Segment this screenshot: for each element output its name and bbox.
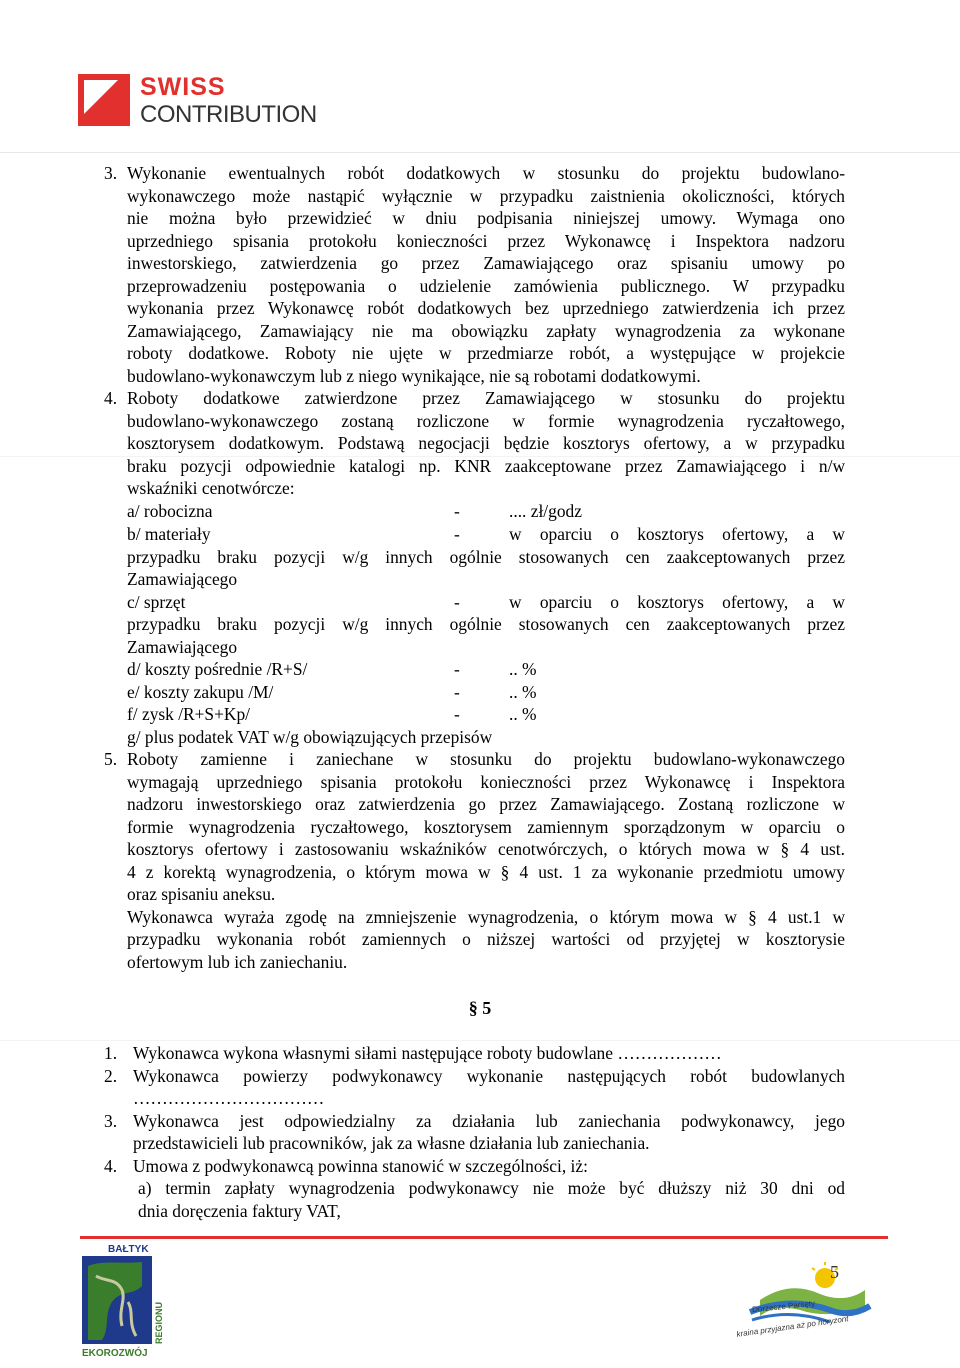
page-number: 5 [830, 1262, 839, 1282]
price-row-continuation: przypadku braku pozycji w/g innych ogólnie stosowanych cen zaakceptowanych przez [127, 614, 845, 634]
brand-top-text: SWISS [140, 73, 226, 101]
baltyk-map-icon [82, 1256, 152, 1344]
swiss-flag-logo-icon [78, 74, 130, 126]
price-value: .. % [509, 681, 537, 702]
price-row-continuation: przypadku braku pozycji w/g innych ogólnie stosowanych cen zaakceptowanych przez [127, 546, 845, 567]
list-number: 2. [104, 1065, 118, 1086]
price-row-continuation: Zamawiającego [127, 636, 238, 657]
item-3-line: nie można było przewidzieć w dniu podpisania niniejszej umowy. Wymaga ono [127, 208, 845, 228]
logo-bottom-text: EKOROZWÓJ [82, 1348, 148, 1359]
list-item-line: Wykonawca powierzy podwykonawcy wykonanie następujących robót budowlanych [133, 1065, 845, 1086]
item-3-line: Wykonanie ewentualnych robót dodatkowych w stosunku do projektu budowlano- [127, 163, 845, 183]
item-3-line: Zamawiającego, Zamawiający nie ma obowiązku zapłaty wynagrodzenia za wykonane [127, 320, 845, 341]
item-3-line: wykonania przez Wykonawcę robót dodatkowych bez uprzedniego zatwierdzenia ich przez [127, 298, 845, 318]
list-item-line: Umowa z podwykonawcą powinna stanowić w szczególności, iż: [133, 1155, 588, 1176]
logo-title-text: Dorzecze Parsęty [751, 1298, 816, 1315]
price-dash: - [454, 591, 460, 612]
item-5-line: formie wynagrodzenia ryczałtowego, kosztorysem zamiennym sporządzonym w oparciu o [127, 816, 845, 837]
item-4-line: kosztorysem dodatkowym. Podstawą negocjacji będzie kosztorys ofertowy, a w przypadku [127, 433, 845, 453]
item-5b-line: ofertowym lub ich zaniechaniu. [127, 951, 348, 972]
price-dash: - [454, 501, 460, 521]
logo-top-text: BAŁTYK [108, 1244, 149, 1255]
item-4-line: budowlano-wykonawczego zostaną rozliczone w formie wynagrodzenia ryczałtowego, [127, 410, 845, 431]
item-4-line: wskaźniki cenotwórcze: [127, 478, 295, 498]
price-dash: - [454, 681, 460, 702]
item-number: 5. [104, 749, 118, 769]
header-divider [0, 152, 960, 153]
item-4-line: braku pozycji odpowiednie katalogi np. KNR zaakceptowane przez Zamawiającego i n/w [127, 455, 845, 476]
item-number: 4. [104, 388, 118, 408]
price-row-vat: g/ plus podatek VAT w/g obowiązujących przepisów [127, 726, 493, 747]
price-label: f/ zysk /R+S+Kp/ [127, 704, 250, 724]
price-dash: - [454, 659, 460, 679]
price-label: c/ sprzęt [127, 591, 186, 612]
price-value: w oparciu o kosztorys ofertowy, a w [509, 591, 845, 612]
list-item-line: przedstawicieli lub pracowników, jak za własne działania lub zaniechania. [133, 1133, 650, 1153]
sub-item-line: a) termin zapłaty wynagrodzenia podwykonawcy nie może być dłuższy niż 30 dni od [138, 1178, 845, 1198]
item-3-line: budowlano-wykonawczym lub z niego wynikające, nie są robotami dodatkowymi. [127, 365, 701, 386]
list-item-line: …………………………… [133, 1088, 325, 1108]
price-label: b/ materiały [127, 524, 211, 544]
price-row-continuation: Zamawiającego [127, 569, 238, 589]
list-number: 3. [104, 1110, 118, 1131]
swiss-contribution-logo [78, 74, 378, 130]
price-label: a/ robocizna [127, 501, 213, 521]
item-3-line: uprzedniego spisania protokołu konieczności przez Wykonawcę i Inspektora nadzoru [127, 230, 845, 251]
price-value: .... zł/godz [509, 501, 582, 521]
list-item-line: Wykonawca jest odpowiedzialny za działania lub zaniechania podwykonawcy, jego [133, 1110, 845, 1131]
logo-slogan-text: kraina przyjazna aż po horyzont [735, 1314, 850, 1339]
footer-divider [80, 1236, 888, 1239]
price-value: w oparciu o kosztorys ofertowy, a w [509, 524, 845, 544]
dorzecze-parsety-logo [730, 1260, 880, 1340]
list-number: 1. [104, 1043, 118, 1063]
list-item-line: Wykonawca wykona własnymi siłami następujące roboty budowlane ……………… [133, 1043, 722, 1063]
item-4-line: Roboty dodatkowe zatwierdzone przez Zamawiającego w stosunku do projektu [127, 388, 845, 408]
item-3-line: inwestorskiego, zatwierdzenia go przez Zamawiającego oraz spisaniu umowy po [127, 253, 845, 273]
logo-side-text: REGIONU [154, 1301, 164, 1344]
item-5b-line: Wykonawca wyraża zgodę na zmniejszenie wynagrodzenia, o którym mowa w § 4 ust.1 w [127, 906, 845, 927]
price-dash: - [454, 704, 460, 724]
list-number: 4. [104, 1155, 118, 1176]
item-5b-line: przypadku wykonania robót zamiennych o niższej wartości od przyjętej w kosztorysie [127, 929, 845, 949]
item-5-line: Roboty zamienne i zaniechane w stosunku do projektu budowlano-wykonawczego [127, 749, 845, 769]
price-value: .. % [509, 659, 537, 679]
item-5-line: kosztorys ofertowy i zastosowaniu wskaźników cenotwórczych, o których mowa w § 4 ust. [127, 839, 845, 859]
item-5-line: oraz spisaniu aneksu. [127, 884, 276, 904]
sub-item-line: dnia doręczenia faktury VAT, [138, 1200, 341, 1221]
item-3-line: roboty dodatkowe. Roboty nie ujęte w przedmiarze robót, a występujące w projekcie [127, 343, 845, 363]
item-5-line: wymagają uprzedniego spisania protokołu konieczności przez Wykonawcę i Inspektora [127, 771, 845, 792]
section-heading: § 5 [468, 998, 492, 1018]
item-3-line: wykonawczego może nastąpić wyłącznie w przypadku zaistnienia okoliczności, których [127, 185, 845, 206]
price-label: d/ koszty pośrednie /R+S/ [127, 659, 308, 679]
item-5-line: nadzoru inwestorskiego oraz zatwierdzenia go przez Zamawiającego. Zostaną rozliczone w [127, 794, 845, 814]
price-dash: - [454, 524, 460, 544]
price-label: e/ koszty zakupu /M/ [127, 681, 274, 702]
item-number: 3. [104, 163, 118, 183]
brand-bottom-text: CONTRIBUTION [140, 101, 317, 128]
price-value: .. % [509, 704, 537, 724]
baltyk-ekorozwoj-logo [80, 1244, 176, 1364]
item-5-line: 4 z korektą wynagrodzenia, o którym mowa w § 4 ust. 1 za wykonanie przedmiotu umowy [127, 861, 845, 882]
item-3-line: przeprowadzeniu postępowania o udzielenie zamówienia publicznego. W przypadku [127, 275, 845, 296]
scan-divider [0, 1040, 960, 1041]
